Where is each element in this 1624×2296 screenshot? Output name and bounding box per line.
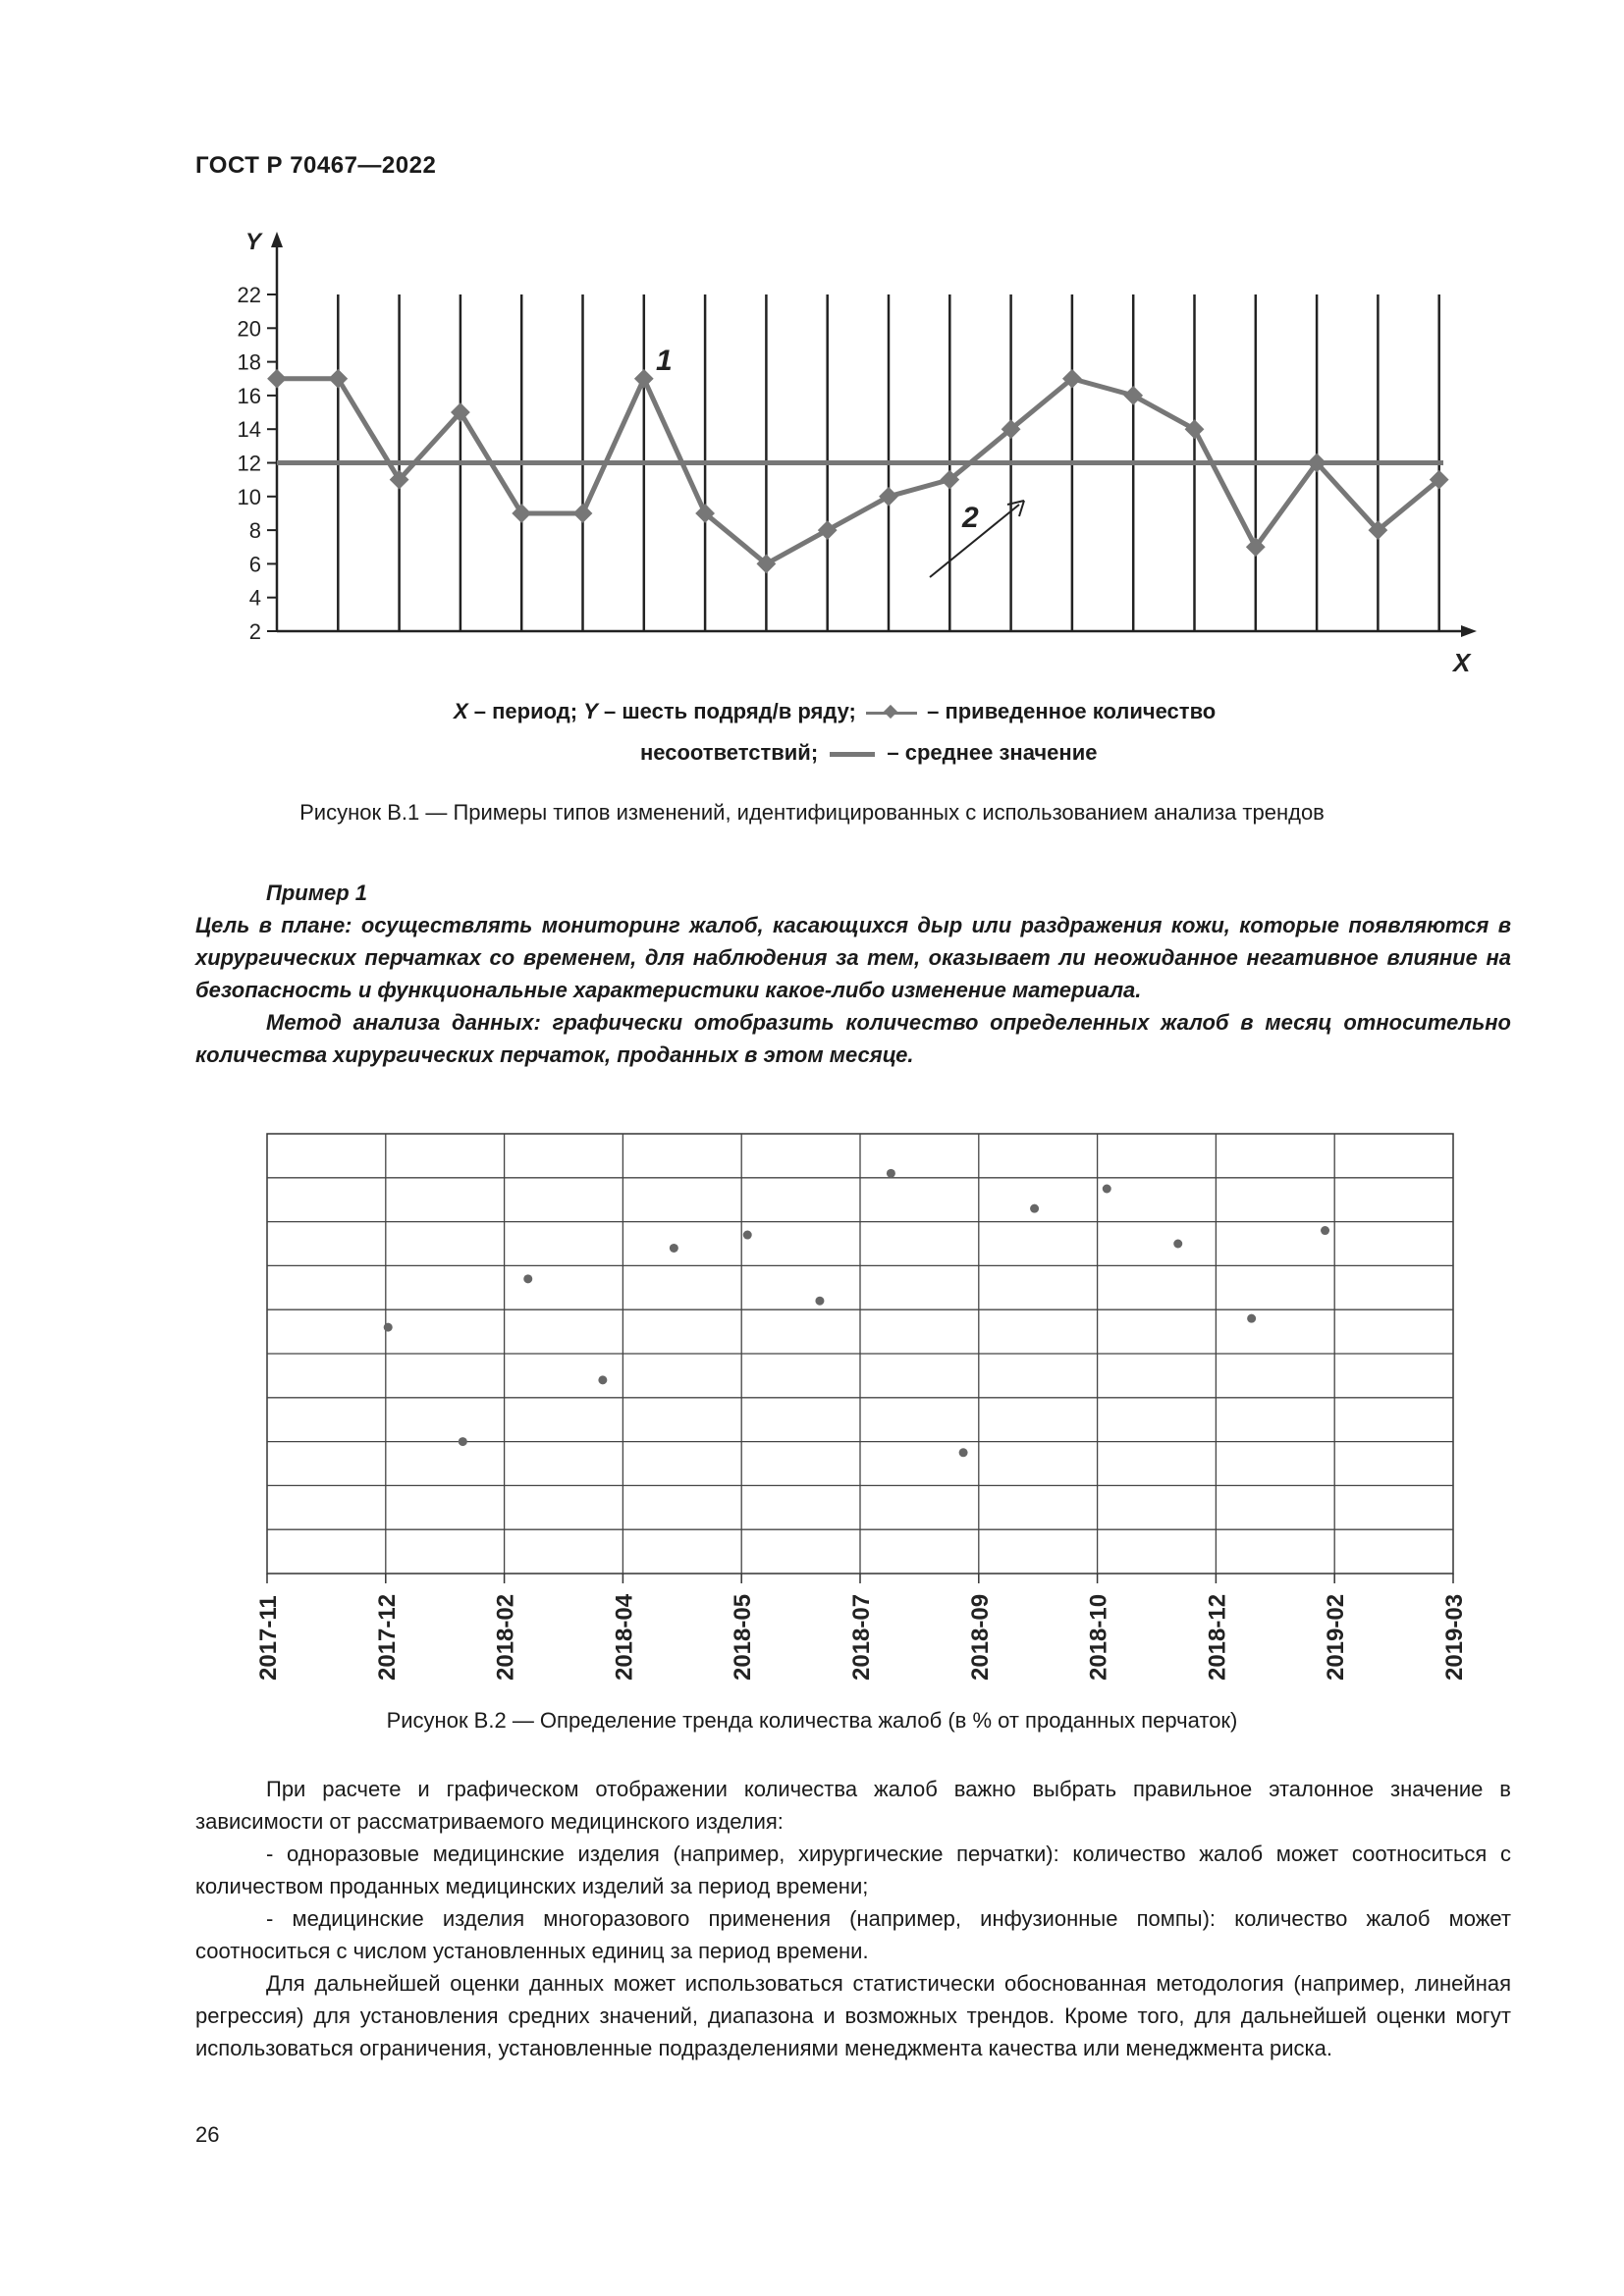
data-point	[1103, 1185, 1111, 1194]
data-point	[815, 1297, 824, 1306]
example-method: Метод анализа данных: графически отобразить количество определенных жалоб в месяц относительно количества хирургических перчаток, проданных в этом месяце.	[195, 1010, 1511, 1067]
y-tick-label: 18	[237, 349, 261, 375]
data-point	[743, 1231, 752, 1240]
legend-mean-text: – среднее значение	[881, 740, 1098, 765]
legend-x-text: – период;	[467, 699, 584, 723]
x-axis-label: X	[1453, 648, 1471, 677]
data-point	[523, 1274, 532, 1283]
legend-y-symbol: Y	[583, 699, 598, 723]
y-tick-label: 20	[237, 316, 261, 342]
x-tick-label: 2018-04	[611, 1593, 638, 1681]
x-tick-label: 2017-11	[255, 1595, 282, 1681]
x-tick-label: 2018-05	[730, 1593, 757, 1681]
figure2-caption: Рисунок В.2 — Определение тренда количества жалоб (в % от проданных перчаток)	[386, 1708, 1238, 1733]
y-tick-label: 6	[248, 552, 261, 577]
example-goal: Цель в плане: осуществлять мониторинг жалоб, касающихся дыр или раздражения кожи, которые появляются в хирургических перчатках со временем, для наблюдения за тем, оказывает ли неожиданное негативное влияние на безопасность и функциональные характеристики какое-либо изменение материала.	[195, 913, 1511, 1002]
data-point	[1173, 1240, 1182, 1249]
y-tick-label: 4	[248, 585, 261, 611]
body-paragraph-2: - одноразовые медицинские изделия (например, хирургические перчатки): количество жалоб может соотноситься с количеством проданных медицинских изделий за период времени;	[195, 1842, 1511, 1898]
data-point	[1247, 1314, 1256, 1323]
x-tick-label: 2018-07	[848, 1593, 875, 1681]
legend-y-text: – шесть подряд/в ряду;	[597, 699, 856, 723]
document-header: ГОСТ Р 70467—2022	[195, 152, 437, 179]
y-tick-label: 14	[237, 417, 261, 443]
data-point	[459, 1437, 467, 1446]
y-tick-label: 8	[248, 518, 261, 544]
y-tick-label: 12	[237, 451, 261, 476]
data-point	[670, 1244, 678, 1253]
body-paragraph-3: - медицинские изделия многоразового применения (например, инфузионные помпы): количество жалоб может соотноситься с числом установленных единиц за период времени.	[195, 1906, 1511, 1963]
y-tick-label: 2	[248, 619, 261, 644]
x-tick-label: 2019-03	[1441, 1593, 1468, 1681]
x-tick-label: 2018-12	[1204, 1593, 1231, 1681]
x-tick-label: 2018-02	[492, 1593, 519, 1681]
figure1-caption: Рисунок В.1 — Примеры типов изменений, идентифицированных с использованием анализа трендов	[299, 800, 1325, 825]
data-point	[1030, 1204, 1039, 1213]
legend-series-text: – приведенное количество	[920, 699, 1217, 723]
annotation-2-label: 2	[962, 502, 979, 534]
y-tick-label: 16	[237, 383, 261, 408]
page-number: 26	[195, 2122, 220, 2147]
y-tick-label: 22	[237, 283, 261, 307]
body-paragraph-4: Для дальнейшей оценки данных может использоваться статистически обоснованная методология (например, линейная регрессия) для установления средних значений, диапазона и возможных трендов. Кроме того, для дальнейшей оценки могут использоваться ограничения, установленные подразделениями менеджмента качества или менеджмента риска.	[195, 1971, 1511, 2060]
data-point	[887, 1169, 895, 1178]
legend-x-symbol: X	[454, 699, 468, 723]
x-tick-label: 2017-12	[373, 1593, 401, 1681]
x-tick-label: 2018-10	[1085, 1593, 1112, 1681]
legend-series-text-cont: несоответствий;	[640, 740, 819, 765]
body-paragraph-1: При расчете и графическом отображении количества жалоб важно выбрать правильное эталонное значение в зависимости от рассматриваемого медицинского изделия:	[195, 1777, 1511, 1834]
annotation-1-label: 1	[656, 345, 673, 377]
data-point	[598, 1375, 607, 1384]
y-axis-label: Y	[245, 229, 262, 255]
data-point	[384, 1323, 393, 1332]
x-tick-label: 2018-09	[966, 1593, 994, 1681]
y-tick-label: 10	[237, 484, 261, 509]
data-point	[959, 1448, 968, 1457]
x-tick-label: 2019-02	[1323, 1593, 1350, 1681]
example-title: Пример 1	[266, 881, 367, 905]
data-point	[1321, 1226, 1329, 1235]
body-text	[195, 1773, 1511, 2064]
